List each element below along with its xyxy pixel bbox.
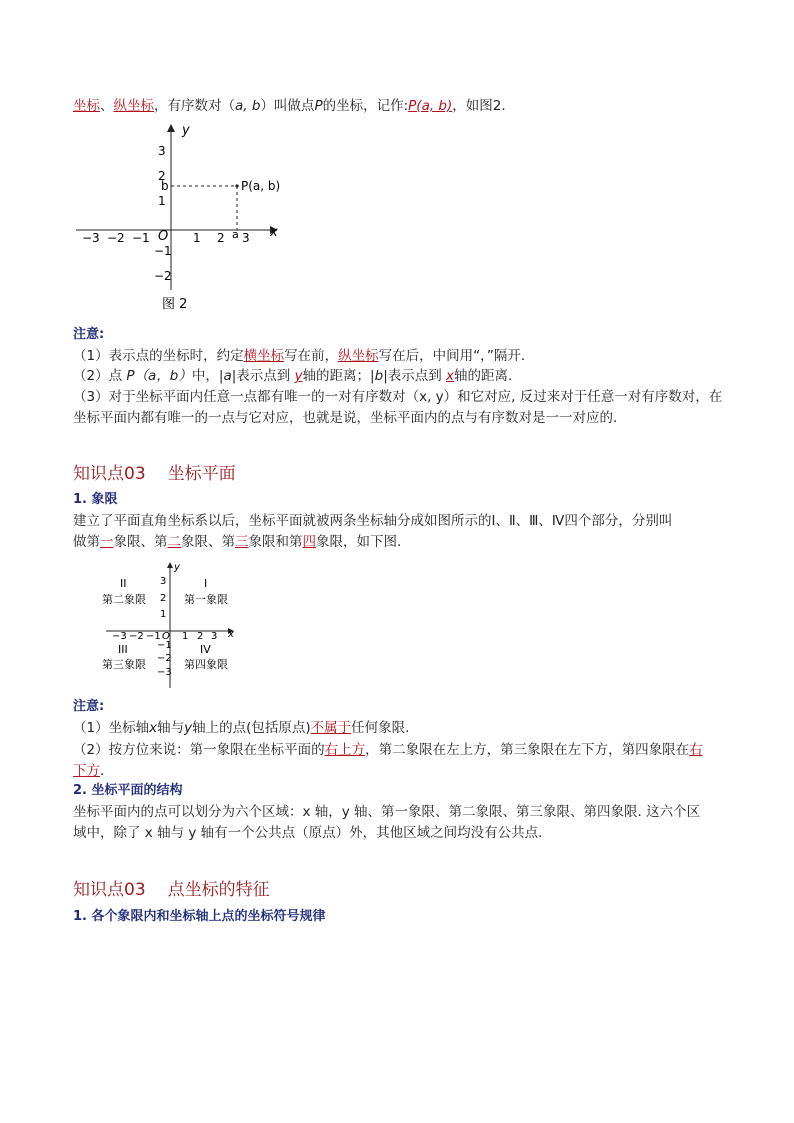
figure-caption: 图 2: [162, 297, 188, 312]
y-tick: −1: [157, 640, 172, 651]
term: 四: [302, 534, 316, 550]
subheading: 1. 各个象限内和坐标轴上点的坐标符号规律: [73, 909, 326, 924]
note-item-2: [73, 740, 703, 760]
text: 象限、第: [113, 534, 168, 550]
text: .: [100, 763, 105, 779]
text: ）叫做点: [260, 98, 315, 114]
x-tick: 1: [193, 231, 201, 245]
note-heading: 注意:: [73, 699, 105, 714]
text: 中，|: [191, 368, 224, 384]
quadrant-4-numeral: IV: [200, 643, 211, 656]
y-axis-arrow-icon: [167, 124, 175, 132]
x-tick: −1: [132, 231, 150, 245]
text: （2）点: [73, 368, 127, 384]
term: y: [294, 368, 303, 384]
quadrant-text-line-2: [73, 532, 401, 552]
term: 右上方: [324, 742, 366, 758]
y-tick: 3: [160, 576, 167, 587]
text: 写在前，: [284, 348, 339, 364]
figure-quadrants: [100, 560, 250, 692]
point-p-label: P(a, b): [241, 179, 281, 193]
structure-text-line-1: 坐标平面内的点可以划分为六个区域：x 轴，y 轴、第一象限、第二象限、第三象限、第四象限. 这六个区: [73, 804, 701, 820]
y-tick: 1: [160, 609, 167, 620]
text: 轴上的点(包括原点): [192, 720, 311, 736]
x-tick: 1: [182, 631, 189, 642]
term: 横坐标: [243, 348, 285, 364]
term: 不属于: [310, 720, 352, 736]
term: x: [446, 368, 455, 384]
quadrant-text-line-1: 建立了平面直角坐标系以后，坐标平面就被两条坐标轴分成如图所示的Ⅰ、Ⅱ、Ⅲ、Ⅳ四个部分，分别叫: [73, 513, 673, 529]
text: ，第二象限在左上方，第三象限在左下方，第四象限在: [365, 742, 690, 758]
term: 下方: [73, 763, 100, 779]
quadrant-1-label: 第一象限: [184, 593, 228, 606]
x-tick: 3: [211, 631, 218, 642]
intro-paragraph: [73, 96, 506, 116]
y-axis-arrow-icon: [167, 562, 173, 568]
text: |表示点到: [231, 368, 295, 384]
y-tick: 1: [158, 194, 166, 208]
note-item-2-cont: [73, 761, 104, 781]
text: |表示点到: [383, 368, 447, 384]
text: 做第: [73, 534, 100, 550]
section-heading: [73, 459, 236, 484]
x-tick: 2: [197, 631, 204, 642]
text: 象限、第: [181, 534, 235, 550]
y-axis-label: y: [182, 123, 190, 138]
text: y: [184, 720, 193, 736]
quadrant-2-numeral: II: [120, 577, 127, 590]
subheading: 2. 坐标平面的结构: [73, 783, 183, 798]
text: ，有序数对（: [154, 98, 235, 114]
note-heading: 注意:: [73, 327, 105, 342]
x-axis-label: x: [228, 629, 234, 640]
text: P（a，b）: [126, 368, 192, 384]
x-tick: −1: [146, 631, 161, 642]
term: 二: [167, 534, 181, 550]
structure-text-line-2: 域中，除了 x 轴与 y 轴有一个公共点（原点）外，其他区域之间均没有公共点.: [73, 825, 543, 841]
quadrant-2-label: 第二象限: [102, 593, 146, 606]
text: b: [374, 368, 384, 384]
point-p: [235, 184, 238, 187]
section-number: 知识点03: [73, 464, 146, 484]
text: 象限和第: [248, 534, 303, 550]
text: a: [223, 368, 232, 384]
text: 轴的距离.: [454, 368, 513, 384]
y-tick: 2: [160, 593, 167, 604]
text: （2）按方位来说：第一象限在坐标平面的: [73, 742, 325, 758]
x-axis-label: x: [270, 225, 278, 240]
y-tick: −2: [154, 269, 172, 283]
text: P: [314, 98, 323, 114]
x-tick: −3: [112, 631, 127, 642]
text: ，如图2.: [452, 98, 506, 114]
x-tick: 2: [217, 231, 225, 245]
text: 的坐标，记作:: [322, 98, 409, 114]
quadrant-1-numeral: I: [204, 577, 208, 590]
x-tick: −2: [129, 631, 144, 642]
subheading: 1. 象限: [73, 492, 118, 507]
text: （1）坐标轴: [73, 720, 150, 736]
text: 写在后，中间用“，”隔开.: [378, 348, 526, 364]
quadrant-3-label: 第三象限: [102, 658, 146, 671]
y-tick: −2: [157, 653, 172, 664]
text: 轴的距离；|: [302, 368, 375, 384]
x-tick: −3: [82, 231, 100, 245]
note-item-3: （3）对于坐标平面内任意一点都有唯一的一对有序数对（x, y）和它对应, 反过来对于任意一对有序数对，在: [73, 389, 723, 405]
y-tick: 3: [158, 144, 166, 158]
figure-2-coordinate-plot: [70, 118, 290, 318]
note-item-1: [73, 346, 525, 366]
origin-label: O: [158, 229, 169, 244]
y-axis-label: y: [174, 562, 180, 573]
section-title: 点坐标的特征: [167, 880, 270, 900]
note-item-1: [73, 718, 409, 738]
section-heading: [73, 875, 270, 900]
term: 一: [100, 534, 114, 550]
y-tick: 2: [158, 169, 166, 183]
b-label: b: [161, 179, 169, 193]
section-number: 知识点03: [73, 880, 146, 900]
text: x: [149, 720, 158, 736]
term-abscissa: 坐标: [73, 98, 100, 114]
term: 右: [689, 742, 703, 758]
x-tick: 3: [242, 231, 250, 245]
text: a, b: [235, 98, 261, 114]
text: 、: [100, 98, 114, 114]
y-tick: −1: [154, 244, 172, 258]
text: 轴与: [157, 720, 185, 736]
origin-label: O: [162, 631, 170, 642]
note-item-3-cont: 坐标平面内都有唯一的一点与它对应，也就是说，坐标平面内的点与有序数对是一一对应的.: [73, 410, 618, 426]
term: 纵坐标: [338, 348, 379, 364]
text: （1）表示点的坐标时，约定: [73, 348, 244, 364]
term-ordinate: 纵坐标: [113, 98, 154, 114]
text: 任何象限.: [351, 720, 410, 736]
quadrant-3-numeral: III: [118, 643, 128, 656]
section-title: 坐标平面: [167, 464, 236, 484]
x-tick: −2: [107, 231, 125, 245]
y-tick: −3: [157, 667, 172, 678]
quadrant-4-label: 第四象限: [184, 658, 228, 671]
a-label: a: [232, 228, 239, 241]
term-notation: P(a, b): [408, 98, 453, 114]
text: 象限，如下图.: [316, 534, 402, 550]
term: 三: [235, 534, 249, 550]
note-item-2: [73, 366, 512, 386]
